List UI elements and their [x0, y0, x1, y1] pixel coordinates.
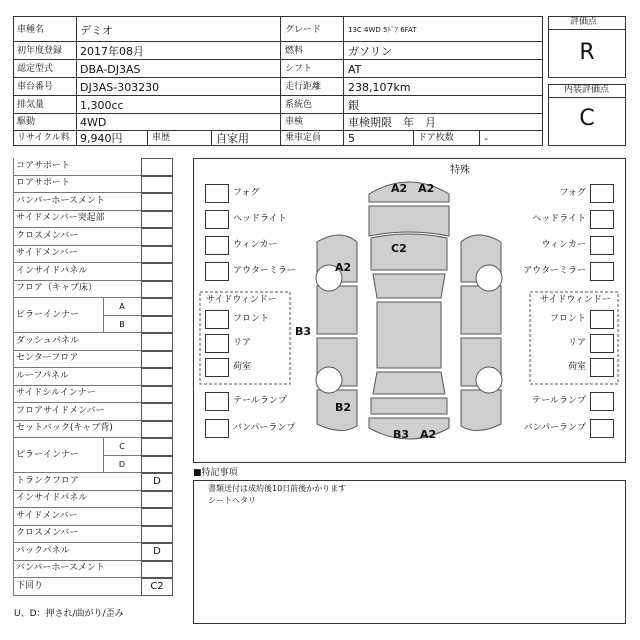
frame-value-cell — [141, 316, 173, 334]
type-cert-label: 認定型式 — [17, 64, 54, 74]
year-value: 2017年08月 — [80, 45, 144, 58]
diagram-title: 特殊 — [450, 165, 470, 176]
frame-item-label: インサイドパネル — [16, 265, 88, 276]
frame-value-cell — [141, 456, 173, 474]
frame-item-label: トランクフロア — [16, 475, 79, 486]
frame-item-label: ルーフパネル — [16, 370, 69, 381]
history-label: 車歴 — [152, 133, 171, 143]
front-fender-damage-mark: A2 — [335, 261, 352, 274]
drive-label: 駆動 — [17, 117, 36, 127]
frame-value-cell — [141, 421, 173, 439]
right-rear-lamp-item-checkbox — [590, 392, 614, 411]
frame-item-label: 下回り — [16, 580, 44, 591]
frame-sub-label: A — [119, 302, 125, 311]
left-lamp-item-label: フォグ — [233, 188, 260, 198]
frame-sub-label: C — [119, 442, 125, 451]
left-window-item-label: フロント — [233, 314, 270, 324]
notes-title: ■特記事項 — [193, 468, 238, 478]
rear-bumper-damage-mark: B3 A2 — [393, 428, 437, 441]
frame-value-cell — [141, 246, 173, 264]
type-cert-value: DBA-DJ3AS — [80, 63, 141, 76]
left-side-window-title: サイドウィンドー — [206, 295, 277, 305]
left-window-item-checkbox — [205, 334, 229, 353]
frame-value-cell — [141, 368, 173, 386]
left-doors-damage-mark: B3 — [295, 325, 312, 338]
mileage-value: 238,107km — [348, 81, 411, 94]
interior-score-value: C — [579, 106, 595, 131]
drive-value: 4WD — [80, 116, 107, 129]
frame-value-cell — [141, 176, 173, 194]
left-window-item-label: リア — [233, 338, 252, 348]
left-window-item-checkbox — [205, 358, 229, 377]
right-lamp-item-label: フォグ — [559, 188, 586, 198]
grade-value: 13C 4WD 5ﾄﾞｱ 6FAT — [348, 26, 417, 34]
left-rear-lamp-item-label: バンパーランプ — [233, 423, 296, 433]
frame-item-label: フロアサイドメンバー — [16, 405, 105, 416]
right-rear-lamp-item-label: テールランプ — [532, 396, 586, 406]
right-side-window-title: サイドウィンドー — [540, 295, 611, 305]
recycle-value: 9,940円 — [80, 132, 123, 145]
left-lamp-item-label: ウィンカー — [233, 240, 278, 250]
right-window-item-checkbox — [590, 334, 614, 353]
fuel-label: 燃料 — [285, 46, 304, 56]
inspection-label: 車検 — [285, 117, 304, 127]
left-lamp-item-checkbox — [205, 210, 229, 229]
inspection-value: 車検期限 年 月 — [348, 116, 436, 129]
front-bumper-damage-mark: A2 A2 — [391, 182, 435, 195]
frame-item-label: インサイドパネル — [16, 493, 88, 504]
right-rear-fender-part — [461, 390, 501, 431]
frame-item-value: D — [153, 546, 161, 557]
doors-label: ドア枚数 — [418, 133, 454, 143]
frame-value-cell — [141, 561, 173, 579]
right-lamp-item-label: ヘッドライト — [532, 214, 586, 224]
trunk-part — [371, 398, 447, 414]
frame-item-label: サイドメンバー突起部 — [16, 213, 105, 224]
frame-item-label: セットバック(キャブ背) — [16, 423, 113, 434]
frame-legend: U、D：押され/曲がり/歪み — [14, 609, 124, 619]
right-lamp-item-label: ウィンカー — [541, 240, 586, 250]
hood-damage-mark: C2 — [391, 242, 407, 255]
frame-item-label: フロア（キャブ床） — [16, 283, 98, 294]
left-window-item-checkbox — [205, 310, 229, 329]
model-value: デミオ — [80, 24, 113, 37]
doors-value: - — [484, 132, 488, 145]
shift-label: シフト — [285, 64, 313, 74]
frame-value-cell — [141, 403, 173, 421]
frame-value-cell — [141, 508, 173, 526]
notes-box — [193, 480, 626, 624]
frame-item-label: クロスメンバー — [16, 528, 79, 539]
frame-value-cell — [141, 351, 173, 369]
frame-value-cell — [141, 281, 173, 299]
history-value: 自家用 — [216, 132, 249, 145]
color-label: 系統色 — [285, 100, 313, 110]
frame-value-cell — [141, 158, 173, 176]
right-lamp-item-checkbox — [590, 184, 614, 203]
frame-item-value: D — [153, 476, 161, 487]
capacity-value: 5 — [348, 132, 355, 145]
right-window-item-label: リア — [567, 338, 586, 348]
recycle-label: リサイクル料 — [17, 133, 70, 143]
interior-score-label: 内装評価点 — [564, 85, 610, 95]
frame-value-cell — [141, 333, 173, 351]
displacement-label: 排気量 — [17, 100, 45, 110]
left-lamp-item-checkbox — [205, 236, 229, 255]
frame-value-cell — [141, 298, 173, 316]
right-window-item-label: 荷室 — [567, 362, 586, 372]
frame-item-label: サイドメンバー — [16, 248, 78, 259]
frame-item-label: サイドシルインナー — [16, 388, 96, 399]
roof-part — [377, 302, 441, 368]
frame-item-value: C2 — [150, 581, 164, 592]
windshield-part — [373, 274, 445, 298]
frame-item-label: バンパーホースメント — [16, 195, 105, 206]
frame-item-label: コアサポート — [16, 160, 71, 171]
frame-item-label: サイドメンバー — [16, 510, 78, 521]
left-rear-lamp-item-label: テールランプ — [233, 396, 287, 406]
frame-value-cell — [141, 386, 173, 404]
right-lamp-item-checkbox — [590, 210, 614, 229]
notes-line-1: 書類送付は成約後10日前後かかります — [208, 484, 347, 493]
left-front-door-part — [317, 286, 357, 334]
left-rear-lamp-item-checkbox — [205, 419, 229, 438]
overall-score-value: R — [579, 40, 595, 65]
rear-fender-damage-mark: B2 — [335, 401, 352, 414]
left-lamp-item-label: アウターミラー — [233, 266, 296, 276]
displacement-value: 1,300cc — [80, 99, 124, 112]
right-rear-lamp-item-checkbox — [590, 419, 614, 438]
frame-sub-label: B — [119, 319, 125, 329]
chassis-value: DJ3AS-303230 — [80, 81, 160, 94]
car-body-diagram — [193, 158, 626, 463]
frame-item-label: バックパネル — [16, 545, 70, 556]
right-lamp-item-checkbox — [590, 262, 614, 281]
right-lamp-item-label: アウターミラー — [523, 266, 586, 276]
left-lamp-item-checkbox — [205, 262, 229, 281]
frame-value-cell — [141, 228, 173, 246]
mileage-label: 走行距離 — [285, 82, 322, 92]
frame-item-label: ピラーインナー — [16, 449, 80, 460]
right-lamp-item-checkbox — [590, 236, 614, 255]
left-rear-lamp-item-checkbox — [205, 392, 229, 411]
notes-line-2: シートヘタリ — [208, 496, 256, 505]
left-rear-wheel — [316, 367, 342, 393]
frame-item-label: バンパーホースメント — [16, 563, 105, 574]
hood-part — [369, 206, 449, 236]
frame-item-label: ピラーインナー — [16, 309, 80, 320]
rear-glass-part — [373, 372, 445, 394]
frame-value-cell — [141, 438, 173, 456]
shift-value: AT — [348, 63, 362, 76]
frame-item-label: センターフロア — [16, 353, 79, 364]
frame-item-label: ダッシュパネル — [16, 335, 79, 346]
frame-item-label: ロアサポート — [16, 178, 71, 189]
chassis-label: 車台番号 — [17, 82, 54, 92]
fuel-value: ガソリン — [348, 45, 392, 58]
right-rear-lamp-item-label: バンパーランプ — [523, 423, 586, 433]
year-label: 初年度登録 — [17, 46, 63, 56]
right-window-item-checkbox — [590, 358, 614, 377]
color-value: 銀 — [348, 99, 359, 112]
frame-value-cell — [141, 211, 173, 229]
frame-item-label: クロスメンバー — [16, 230, 79, 241]
left-window-item-label: 荷室 — [233, 362, 252, 372]
left-lamp-item-checkbox — [205, 184, 229, 203]
right-rear-wheel — [476, 367, 502, 393]
right-front-wheel — [476, 265, 502, 291]
hood-center-part — [371, 234, 447, 270]
model-label: 車種名 — [17, 25, 45, 35]
frame-value-cell — [141, 193, 173, 211]
overall-score-label: 評価点 — [570, 17, 598, 27]
frame-value-cell — [141, 263, 173, 281]
frame-value-cell — [141, 526, 173, 544]
frame-value-cell — [141, 491, 173, 509]
capacity-label: 乗車定員 — [285, 133, 322, 143]
right-front-door-part — [461, 286, 501, 334]
right-window-item-checkbox — [590, 310, 614, 329]
left-lamp-item-label: ヘッドライト — [233, 214, 287, 224]
right-window-item-label: フロント — [549, 314, 586, 324]
frame-sub-label: D — [118, 459, 126, 469]
grade-label: グレード — [285, 25, 322, 35]
